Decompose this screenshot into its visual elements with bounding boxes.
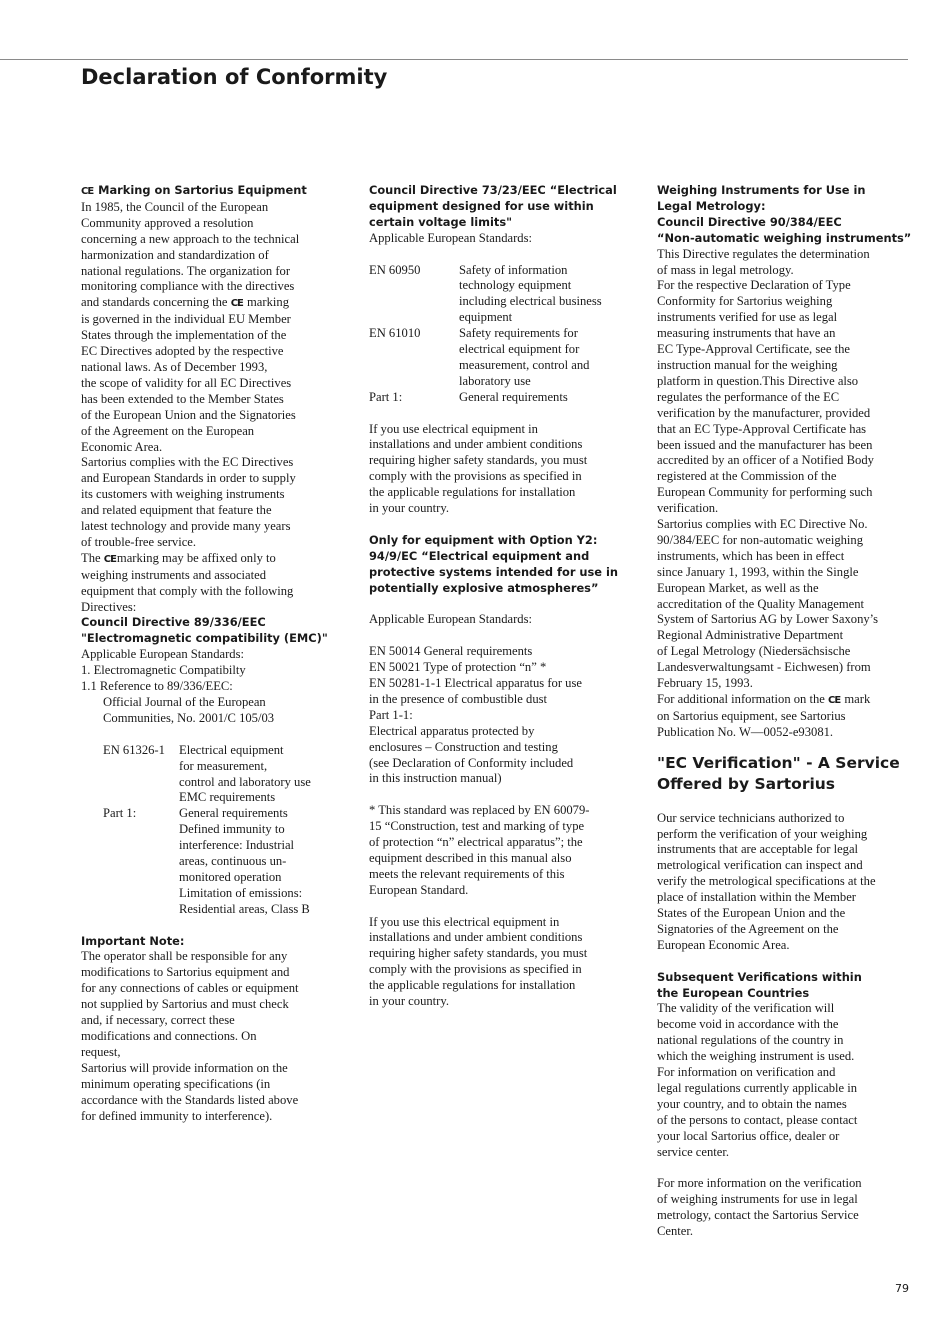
text-line: for measurement, [179,758,268,773]
text-line: of the European Union and the Signatories [81,407,296,422]
ce-mark-icon: CE [828,695,841,706]
text-line: platform in question.This Directive also [657,373,859,388]
affix-paragraph-cont [81,568,339,616]
text-line: measurement, control and [459,357,590,372]
text-line: Safety requirements for [459,326,578,341]
explosion-standards [369,644,627,787]
text-line: of trouble-free service. [81,534,197,549]
footnote [369,803,627,898]
text-line: 90/384/EEC for non-automatic weighing [657,532,864,547]
text-line: Economic Area. [81,439,163,454]
text-line: in the presence of combustible dust [369,691,548,706]
subsequent-verifications-heading [657,970,913,1002]
text-line: in this instruction manual) [369,771,502,786]
text-line: For the respective Declaration of Type [657,278,851,293]
compliance-paragraph [657,517,913,692]
text-line: EN 50021 Type of protection “n” * [369,660,547,675]
journal-reference [81,695,339,727]
standards-label-2: Applicable European Standards: [369,612,532,627]
text-line: including electrical business [459,294,602,309]
text-line: Conformity for Sartorius weighing [657,294,833,309]
important-note-paragraph [81,949,339,1060]
text-line: EN 50281-1-1 Electrical apparatus for use [369,676,582,691]
text-line: that an EC Type-Approval Certificate has [657,421,867,436]
standard-code: EN 61326-1 [103,742,165,757]
text-line: become void in accordance with the [657,1017,839,1032]
standard-code: EN 60950 [369,262,421,277]
standard-description: General requirements [459,389,568,404]
text-line: The validity of the verification will [657,1001,835,1016]
text-line: Limitation of emissions: [179,885,303,900]
text-line: Residential areas, Class B [179,901,310,916]
text-line: accreditation of the Quality Management [657,596,865,611]
text-line: EMC requirements [179,790,276,805]
standard-en61326 [81,743,339,807]
standard-description [179,806,339,917]
list-item-1: 1. Electromagnetic Compatibilty [81,663,246,678]
text-line: service center. [657,1144,730,1159]
text-line: request, [81,1044,121,1059]
ce-mark-icon: CE [81,186,94,197]
text-line: equipment [459,310,513,325]
text-line: not supplied by Sartorius and must check [81,997,289,1012]
text-line: instruments, which has been in effect [657,548,845,563]
text-line: in your country. [369,994,449,1009]
text-line: General requirements [179,806,288,821]
text-line: Our service technicians authorized to [657,810,845,825]
text-line: verification. [657,501,719,516]
text-line: national regulations of the country in [657,1033,844,1048]
standard-part1 [81,806,339,917]
text-line: "EC Verification" - A Service [657,753,900,772]
text-line: Sartorius complies with the EC Directives [81,455,294,470]
text-line: 94/9/EC “Electrical equipment and [369,548,590,563]
text-line: monitoring compliance with the directives [81,279,295,294]
important-note-paragraph-2 [81,1061,339,1125]
text-line: accordance with the Standards listed above [81,1092,299,1107]
text-line: minimum operating specifications (in [81,1076,271,1091]
standard-code: Part 1: [103,806,137,821]
ce-mark-icon: CE [103,553,116,565]
text-line: national laws. As of December 1993, [81,359,268,374]
text-line: The operator shall be responsible for any [81,949,288,964]
text-line: European Community for performing such [657,485,873,500]
standard-description [179,743,339,807]
legal-metrology-heading [657,183,913,247]
text-line: of protection “n” electrical apparatus”; the [369,835,583,850]
text-line: and European Standards in order to supply [81,471,296,486]
text-line: Safety of information [459,262,568,277]
text-line: areas, continuous un- [179,854,287,869]
text-line: European Economic Area. [657,937,790,952]
text-line: States of the European Union and the [657,906,846,921]
text-line: registered at the Commission of the [657,469,837,484]
text-line: Legal Metrology: [657,198,766,213]
text-line: of Legal Metrology (Niedersächsische [657,644,851,659]
publication-reference [657,709,913,741]
text-line: and, if necessary, correct these [81,1013,235,1028]
text-line: requiring higher safety standards, you must [369,946,588,961]
text-line: for defined immunity to interference). [81,1108,273,1123]
text-line: Council Directive 90/384/EEC [657,214,842,229]
text-line: interference: Industrial [179,838,295,853]
text-line: States through the implementation of the [81,328,287,343]
text-line: laboratory use [459,373,531,388]
text-line: place of installation within the Member [657,890,856,905]
text-line: “Non-automatic weighing instruments” [657,230,912,245]
text-line: Sartorius complies with EC Directive No. [657,517,868,532]
text-line: If you use electrical equipment in [369,421,538,436]
text-line: has been extended to the Member States [81,391,284,406]
text-line: harmonization and standardization of [81,247,269,262]
text-line: regulates the performance of the EC [657,389,840,404]
emc-directive-heading [81,615,339,647]
text-line: Center. [657,1224,694,1239]
text-line: potentially explosive atmospheres” [369,580,599,595]
standard-code: Part 1: [369,389,403,404]
text-line: Sartorius will provide information on the [81,1060,288,1075]
text-line: EC Directives adopted by the respective [81,344,284,359]
text-line: modifications and connections. On [81,1029,257,1043]
standard-part1 [369,390,627,406]
text-line: instruments verified for use as legal [657,310,838,325]
text-line: of mass in legal metrology. [657,262,794,277]
safety-paragraph [369,422,627,517]
more-info-paragraph [657,1176,913,1240]
text-line: modifications to Sartorius equipment and [81,965,290,980]
safety-paragraph-2 [369,915,627,1010]
verification-paragraph [657,811,913,954]
list-item-1-1: 1.1 Reference to 89/336/EEC: [81,679,233,694]
text-line: Part 1-1: [369,707,413,722]
text-line: verification by the manufacturer, provided [657,405,871,420]
ce-marking-line: and standards concerning the CE marking [81,295,289,310]
text-line: comply with the provisions as specified in [369,469,582,484]
text-line: which the weighing instrument is used. [657,1049,855,1064]
text-line: requiring higher safety standards, you must [369,453,588,468]
text-line: your local Sartorius office, dealer or [657,1128,840,1143]
text-line: monitored operation [179,869,282,884]
column-2 [369,183,627,1010]
text-line: meets the relevant requirements of this [369,866,565,881]
text-line: your country, and to obtain the names [657,1096,847,1111]
text-line: Council Directive 89/336/EEC [81,615,266,630]
text-line: EC Type-Approval Certificate, see the [657,342,850,357]
text-line: European Market, as well as the [657,580,819,595]
text-line: If you use this electrical equipment in [369,914,560,929]
text-line: is governed in the individual EU Member [81,312,291,327]
text-line: the applicable regulations for installation [369,485,576,500]
text-line: February 15, 1993. [657,676,753,691]
text-line: accredited by an officer of a Notified Body [657,453,874,468]
text-line: concerning a new approach to the technical [81,231,300,246]
text-line: Only for equipment with Option Y2: [369,532,598,547]
text-line: certain voltage limits" [369,214,513,229]
standard-en61010 [369,326,627,390]
text-line: the European Countries [657,985,810,1000]
text-line: Communities, No. 2001/C 105/03 [103,710,275,725]
text-line: equipment that comply with the following [81,583,294,598]
text-line: the scope of validity for all EC Directives [81,375,292,390]
option-y2-heading [369,533,627,597]
standards-label: Applicable European Standards: [369,230,532,245]
page-number: 79 [895,1282,909,1295]
standard-description [459,326,627,390]
text-line: of the persons to contact, please contact [657,1112,858,1127]
text-line: Publication No. W—0052-e93081. [657,724,834,739]
text-line: European Standard. [369,882,469,897]
text-line: instruction manual for the weighing [657,357,838,372]
ce-mark-icon: CE [230,298,243,310]
text-line: "Electromagnetic compatibility (EMC)" [81,631,328,646]
text-line: on Sartorius equipment, see Sartorius [657,708,846,723]
validity-paragraph [657,1001,913,1160]
text-line: in your country. [369,501,449,516]
ce-marking-heading: CE Marking on Sartorius Equipment [81,183,307,197]
text-line: installations and under ambient conditions [369,930,583,945]
text-line: installations and under ambient conditions [369,437,583,452]
text-line: weighing instruments and associated [81,567,267,582]
text-line: of weighing instruments for use in legal [657,1192,858,1207]
text-line: Defined immunity to [179,822,285,837]
intro-paragraph-cont [81,312,339,455]
column-3 [657,183,913,1240]
text-line: since January 1, 1993, within the Single [657,564,859,579]
text-line: of the Agreement on the European [81,423,255,438]
directive-paragraph [657,247,913,517]
text-line: Weighing Instruments for Use in [657,183,866,197]
text-line: In 1985, the Council of the European [81,199,269,214]
text-line: Subsequent Verifications within [657,969,862,984]
text-line: Council Directive 73/23/EEC “Electrical [369,183,617,197]
text-line: equipment described in this manual also [369,850,572,865]
text-line: equipment designed for use within [369,198,594,213]
text-line: been issued and the manufacturer has been [657,437,873,452]
text-line: national regulations. The organization for [81,263,291,278]
text-line: System of Sartorius AG by Lower Saxony’s [657,612,879,627]
text-line: control and laboratory use [179,774,311,789]
intro-paragraph [81,200,339,295]
text-line: Offered by Sartorius [657,774,836,793]
text-line: latest technology and provide many years [81,519,291,534]
text-line: Official Journal of the European [103,695,266,709]
text-line: the applicable regulations for installation [369,978,576,993]
text-line: Regional Administrative Department [657,628,844,643]
text-line: technology equipment [459,278,572,293]
standard-description [459,263,627,327]
ce-info-line: For additional information on the CE mark [657,692,871,706]
text-line: Landesverwaltungsamt - Eichwesen) from [657,660,871,675]
compliance-paragraph [81,455,339,550]
text-line: Directives: [81,599,137,614]
text-line: Community approved a resolution [81,215,254,230]
column-1 [81,183,339,1124]
text-line: metrological verification can inspect and [657,858,863,873]
text-line: for any connections of cables or equipment [81,981,299,996]
standards-label: Applicable European Standards: [81,647,244,662]
text-line: verify the metrological specifications at the [657,874,876,889]
text-line: and related equipment that feature the [81,503,272,518]
text-line: 15 “Construction, test and marking of type [369,819,585,834]
text-line: Electrical apparatus protected by [369,723,535,738]
text-line: EN 50014 General requirements [369,644,533,659]
text-line: measuring instruments that have an [657,326,836,341]
text-line: perform the verification of your weighing [657,826,868,841]
ec-verification-title [657,753,913,795]
text-line: Electrical equipment [179,742,284,757]
text-line: electrical equipment for [459,342,580,357]
text-line: comply with the provisions as specified in [369,962,582,977]
text-line: (see Declaration of Conformity included [369,755,574,770]
text-line: This Directive regulates the determination [657,246,870,261]
important-note-heading: Important Note: [81,933,185,948]
text-line: * This standard was replaced by EN 60079- [369,803,590,818]
text-line: legal regulations currently applicable in [657,1081,858,1095]
ce-affix-line: The CEmarking may be affixed only to [81,550,276,565]
text-line: For information on verification and [657,1065,836,1080]
standard-code: EN 61010 [369,326,421,341]
text-line: metrology, contact the Sartorius Service [657,1208,859,1223]
text-line: protective systems intended for use in [369,564,619,579]
text-line: enclosures – Construction and testing [369,739,558,754]
voltage-directive-heading [369,183,627,231]
text-line: Signatories of the Agreement on the [657,921,839,936]
text-line: instruments that are acceptable for legal [657,842,859,857]
text-line: its customers with weighing instruments [81,487,285,502]
standard-en60950 [369,263,627,327]
text-line: For more information on the verification [657,1176,862,1191]
page-title: Declaration of Conformity [81,65,388,89]
